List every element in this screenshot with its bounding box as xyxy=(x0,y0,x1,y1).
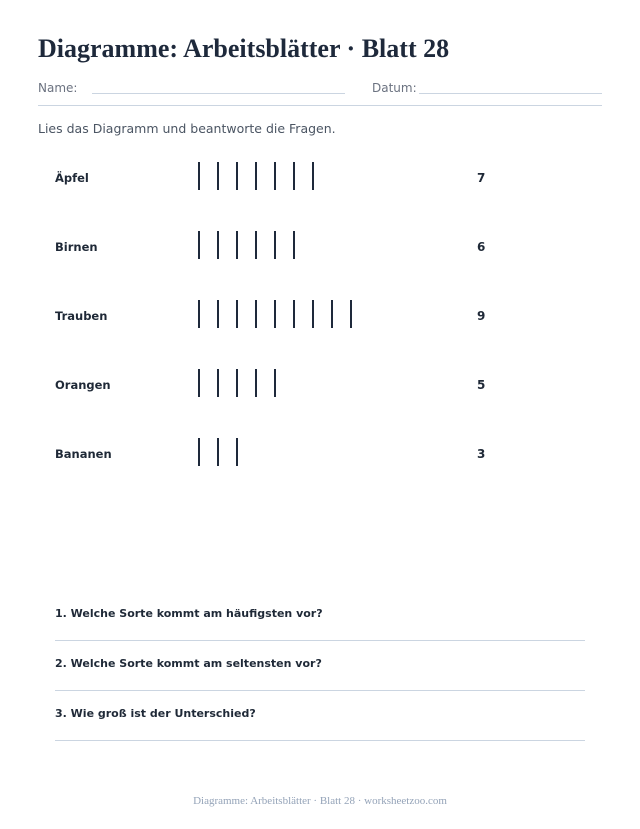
tally-mark xyxy=(217,300,219,328)
row-count: 6 xyxy=(477,240,486,254)
tally-mark xyxy=(274,231,276,259)
tally-mark xyxy=(236,231,238,259)
chart-row xyxy=(0,158,640,198)
row-label: Äpfel xyxy=(55,171,89,185)
tally-mark xyxy=(312,300,314,328)
answer-line-1[interactable] xyxy=(55,640,585,641)
row-label: Orangen xyxy=(55,378,111,392)
tally-mark xyxy=(274,300,276,328)
instructions: Lies das Diagramm und beantworte die Fragen. xyxy=(38,121,336,136)
tally-mark xyxy=(198,369,200,397)
answer-line-3[interactable] xyxy=(55,740,585,741)
chart-row xyxy=(0,365,640,405)
tally-mark xyxy=(217,438,219,466)
tally-mark xyxy=(331,300,333,328)
tally-mark xyxy=(274,162,276,190)
row-count: 5 xyxy=(477,378,486,392)
question-1: 1. Welche Sorte kommt am häufigsten vor? xyxy=(55,607,323,620)
answer-line-2[interactable] xyxy=(55,690,585,691)
tally-mark xyxy=(236,300,238,328)
tally-mark xyxy=(255,162,257,190)
tally-mark xyxy=(236,162,238,190)
tally-mark xyxy=(217,162,219,190)
chart-row xyxy=(0,227,640,267)
tally-mark xyxy=(255,231,257,259)
tally-mark xyxy=(255,369,257,397)
name-label: Name: xyxy=(38,81,78,95)
date-field-line[interactable] xyxy=(419,93,602,94)
row-label: Bananen xyxy=(55,447,112,461)
tally-mark xyxy=(293,162,295,190)
page-title: Diagramme: Arbeitsblätter · Blatt 28 xyxy=(38,34,450,63)
tally-mark xyxy=(198,438,200,466)
date-label: Datum: xyxy=(372,81,417,95)
header-divider xyxy=(38,105,602,106)
row-count: 9 xyxy=(477,309,486,323)
tally-mark xyxy=(236,369,238,397)
row-label: Birnen xyxy=(55,240,98,254)
tally-mark xyxy=(274,369,276,397)
footer: Diagramme: Arbeitsblätter · Blatt 28 · worksheetzoo.com xyxy=(193,795,447,807)
tally-mark xyxy=(198,162,200,190)
tally-mark xyxy=(255,300,257,328)
chart-row xyxy=(0,296,640,336)
tally-mark xyxy=(236,438,238,466)
name-field-line[interactable] xyxy=(92,93,345,94)
tally-mark xyxy=(217,369,219,397)
row-count: 7 xyxy=(477,171,486,185)
tally-mark xyxy=(293,300,295,328)
row-label: Trauben xyxy=(55,309,108,323)
tally-mark xyxy=(198,300,200,328)
question-2: 2. Welche Sorte kommt am seltensten vor? xyxy=(55,657,322,670)
tally-mark xyxy=(293,231,295,259)
question-3: 3. Wie groß ist der Unterschied? xyxy=(55,707,256,720)
tally-mark xyxy=(312,162,314,190)
tally-mark xyxy=(198,231,200,259)
row-count: 3 xyxy=(477,447,486,461)
chart-row xyxy=(0,434,640,474)
tally-mark xyxy=(217,231,219,259)
tally-mark xyxy=(350,300,352,328)
